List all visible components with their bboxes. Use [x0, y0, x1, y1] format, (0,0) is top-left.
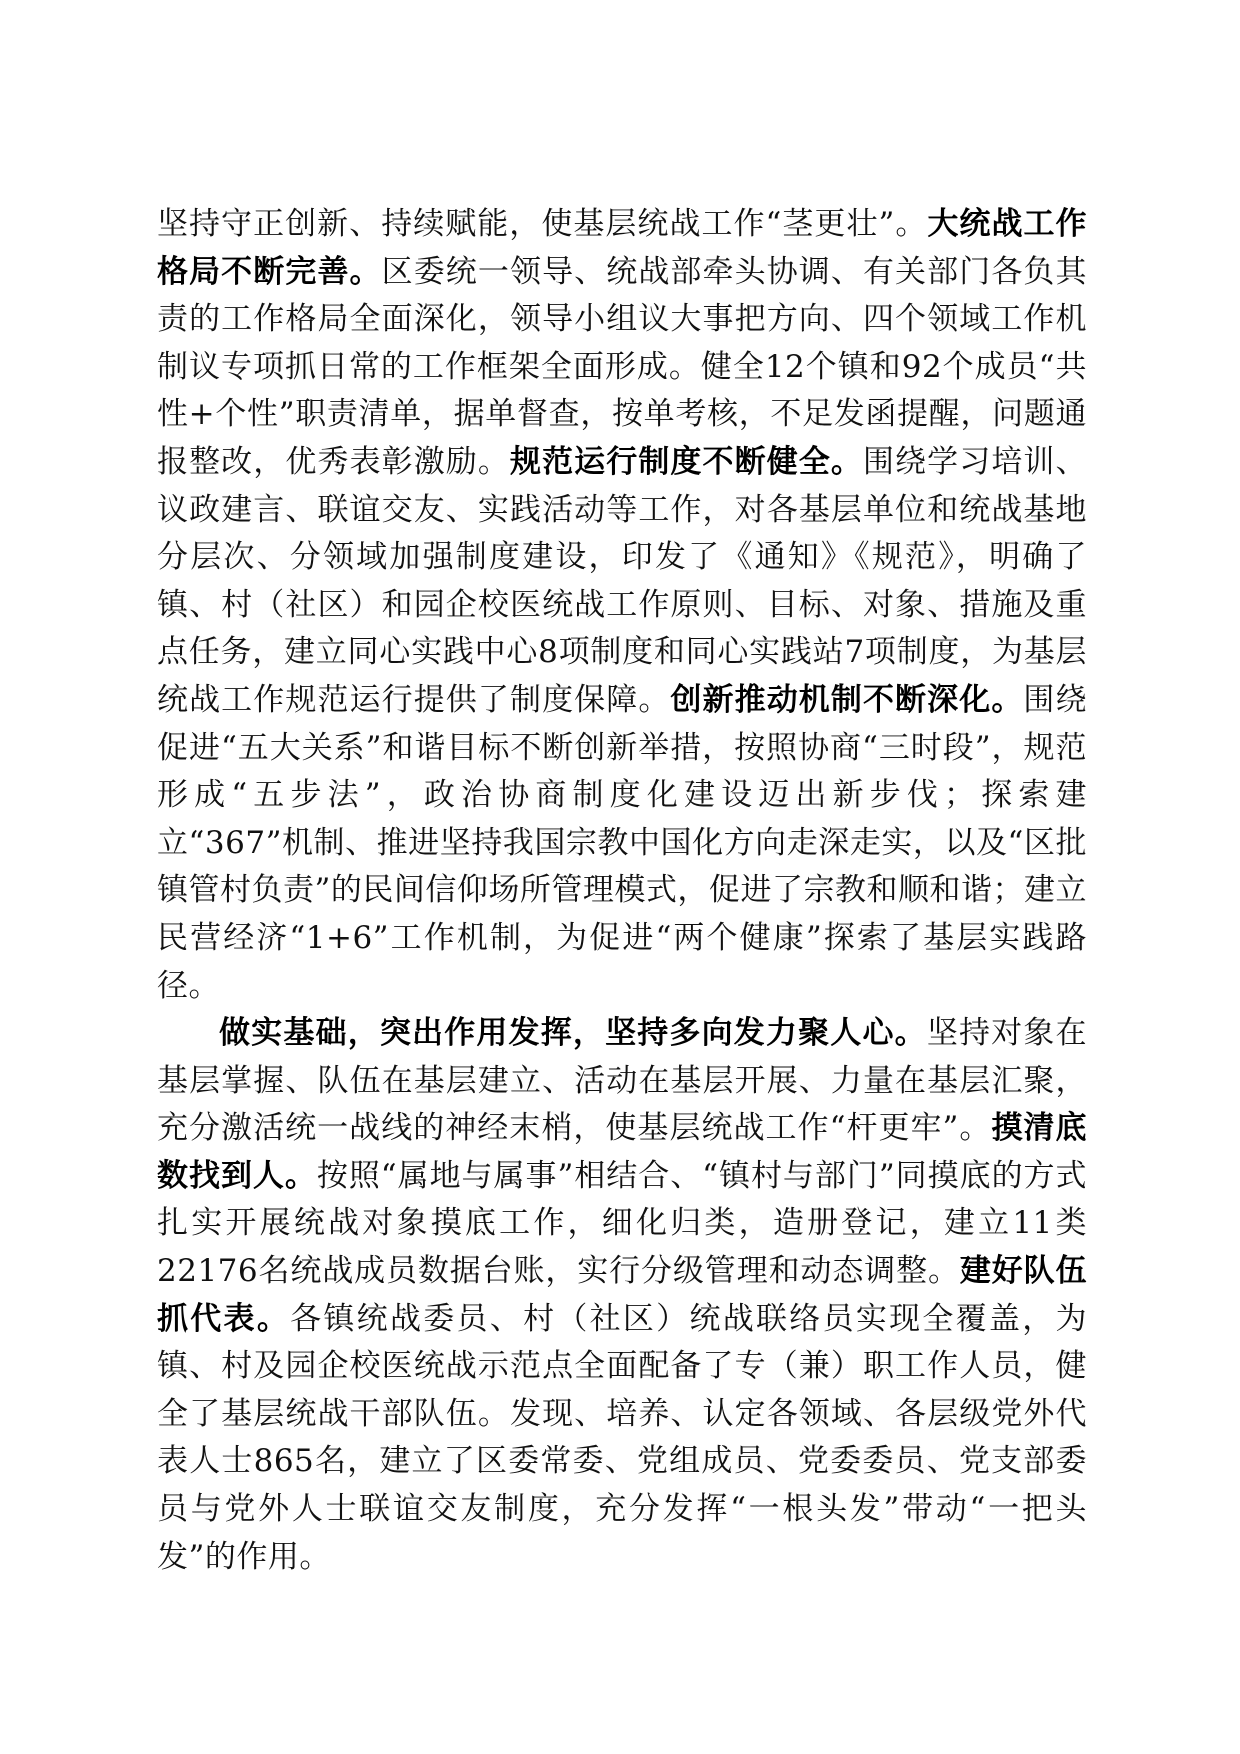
document-body: [157, 201, 1087, 1581]
bold-heading-run: 大统战工作格局不断完善。: [157, 206, 1088, 290]
text-run: 坚持守正创新、持续赋能，使基层统战工作“茎更壮”。: [157, 206, 928, 242]
text-run: 区委统一领导、统战部牵头协调、有关部门各负其责的工作格局全面深化，领导小组议大事把方向、四个领域工作机制议专项抓日常的工作框架全面形成。健全12个镇和92个成员“共性+个性”职责清单，据单督查，按单考核，不足发函提醒，问题通报整改，优秀表彰激励。: [157, 253, 1087, 480]
bold-heading-run: 创新推动机制不断深化。: [670, 681, 1024, 718]
text-run: 各镇统战委员、村（社区）统战联络员实现全覆盖，为镇、村及园企校医统战示范点全面配备了专（兼）职工作人员，健全了基层统战干部队伍。发现、培养、认定各领域、各层级党外代表人士865名，建立了区委常委、党组成员、党委委员、党支部委员与党外人士联谊交友制度，充分发挥“一根头发”带动“一把头发”的作用。: [157, 1300, 1088, 1575]
bold-heading-run: 规范运行制度不断健全。: [509, 443, 863, 480]
paragraph-2: [157, 1010, 1087, 1581]
bold-heading-run: 做实基础，突出作用发挥，坚持多向发力聚人心。: [219, 1015, 927, 1052]
text-run: 围绕学习培训、议政建言、联谊交友、实践活动等工作，对各基层单位和统战基地分层次、分领域加强制度建设，印发了《通知》《规范》，明确了镇、村（社区）和园企校医统战工作原则、目标、对象、措施及重点任务，建立同心实践中心8项制度和同心实践站7项制度，为基层统战工作规范运行提供了制度保障。: [157, 443, 1088, 718]
text-run: 坚持对象在基层掌握、队伍在基层建立、活动在基层开展、力量在基层汇聚，充分激活统一战线的神经末梢，使基层统战工作“杆更牢”。: [157, 1015, 1088, 1147]
bold-heading-run: 摸清底数找到人。: [157, 1110, 1087, 1194]
text-run: 按照“属地与属事”相结合、“镇村与部门”同摸底的方式扎实开展统战对象摸底工作，细化归类，造册登记，建立11类22176名统战成员数据台账，实行分级管理和动态调整。: [157, 1157, 1088, 1290]
bold-heading-run: 建好队伍抓代表。: [157, 1253, 1087, 1337]
paragraph-1: [157, 201, 1087, 1010]
text-run: 围绕促进“五大关系”和谐目标不断创新举措，按照协商“三时段”，规范形成“五步法”，政治协商制度化建设迈出新步伐；探索建立“367”机制、推进坚持我国宗教中国化方向走深走实，以及“区批镇管村负责”的民间信仰场所管理模式，促进了宗教和顺和谐；建立民营经济“1+6”工作机制，为促进“两个健康”探索了基层实践路径。: [157, 681, 1088, 1004]
